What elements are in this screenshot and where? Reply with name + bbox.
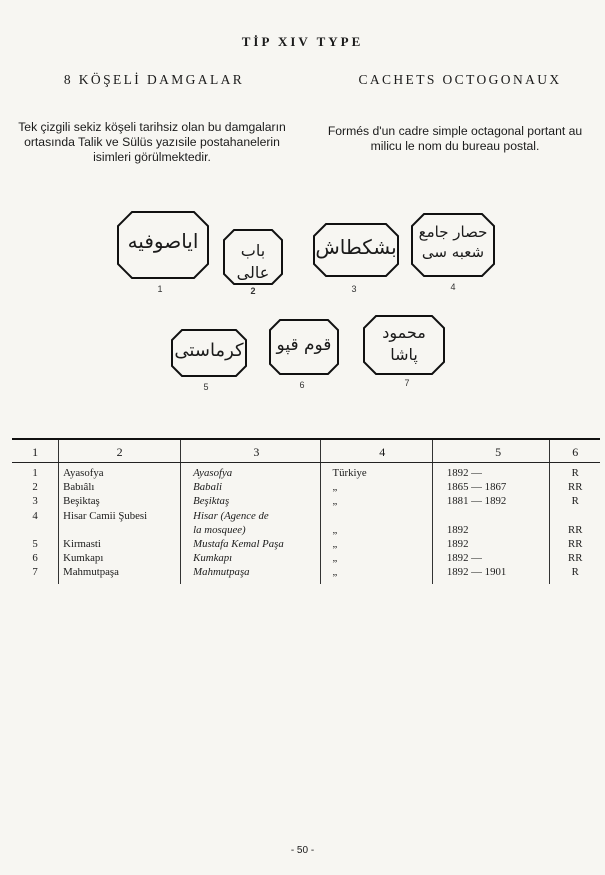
office-name-french: Mahmutpaşa	[181, 565, 320, 583]
table-row	[12, 565, 600, 583]
table-row	[12, 523, 600, 537]
post-office-table	[12, 438, 600, 584]
rarity: R	[550, 463, 600, 481]
column-header: 5	[432, 439, 550, 463]
rarity: RR	[550, 523, 600, 537]
page-number: - 50 -	[290, 845, 315, 856]
office-name-turkish: Beşiktaş	[59, 494, 181, 508]
stamp-6-script: قوم قپو	[276, 335, 332, 355]
country: „	[320, 551, 432, 565]
stamp-3-script: بشکطاش	[315, 235, 397, 259]
row-number	[12, 523, 59, 537]
stamp-2-label: 2	[250, 286, 256, 296]
stamp-4-script: حصار جامع شعبه سی	[418, 223, 488, 261]
country	[320, 509, 432, 523]
years-of-use: 1865 — 1867	[432, 480, 550, 494]
office-name-turkish: Mahmutpaşa	[59, 565, 181, 583]
french-heading: CACHETS OCTOGONAUX	[358, 72, 562, 87]
years-of-use: 1892 —	[432, 551, 550, 565]
stamp-7-script: محمود پاشا	[382, 323, 426, 364]
stamp-5-script: کرماستی	[174, 340, 244, 361]
column-header: 4	[320, 439, 432, 463]
rarity: RR	[550, 537, 600, 551]
stamp-5-label: 5	[203, 382, 209, 392]
stamp-4-label: 4	[450, 282, 456, 292]
office-name-french: Kumkapı	[181, 551, 320, 565]
years-of-use: 1892 — 1901	[432, 565, 550, 583]
office-name-french: Babali	[181, 480, 320, 494]
turkish-heading: 8 KÖŞELİ DAMGALAR	[63, 72, 245, 87]
years-of-use	[432, 509, 550, 523]
stamp-1-script: ایاصوفیه	[127, 229, 199, 253]
years-of-use: 1892	[432, 523, 550, 537]
row-number: 6	[32, 552, 38, 565]
column-header: 6	[550, 439, 600, 463]
column-header: 2	[59, 439, 181, 463]
office-name-french: Ayasofya	[181, 463, 320, 481]
office-name-french: Hisar (Agence de	[181, 509, 320, 523]
stamp-2-script: باب عالی	[236, 241, 270, 282]
country: „	[320, 565, 432, 583]
country: Türkiye	[320, 463, 432, 481]
rarity: R	[550, 494, 600, 508]
row-number: 3	[32, 495, 38, 508]
stamp-7-label: 7	[404, 378, 410, 388]
country: „	[320, 537, 432, 551]
table-row	[12, 537, 600, 551]
stamp-3-label: 3	[351, 284, 357, 294]
table-row	[12, 551, 600, 565]
country: „	[320, 480, 432, 494]
turkish-description: Tek çizgili sekiz köşeli tarihsiz olan bu damgaların ortasında Talik ve Sülüs yazısile postahanelerin isimleri görülmektedir.	[18, 120, 286, 164]
years-of-use: 1892	[432, 537, 550, 551]
office-name-turkish: Hisar Camii Şubesi	[59, 509, 181, 523]
office-name-french: la mosquee)	[181, 523, 320, 537]
country: „	[320, 523, 432, 537]
table-row	[12, 494, 600, 508]
table-header-row	[12, 439, 600, 463]
office-name-french: Mustafa Kemal Paşa	[181, 537, 320, 551]
office-name-french: Beşiktaş	[181, 494, 320, 508]
french-description: Formés d'un cadre simple octagonal portant au milicu le nom du bureau postal.	[327, 124, 583, 153]
row-number: 2	[32, 481, 38, 494]
stamp-1-label: 1	[157, 284, 163, 294]
column-header: 1	[12, 439, 59, 463]
rarity	[550, 509, 600, 523]
row-number: 4	[32, 509, 38, 522]
rarity: R	[550, 565, 600, 583]
rarity: RR	[550, 551, 600, 565]
table-row	[12, 463, 600, 481]
table-row	[12, 480, 600, 494]
years-of-use: 1892 —	[432, 463, 550, 481]
office-name-turkish: Babıâlı	[59, 480, 181, 494]
column-header: 3	[181, 439, 320, 463]
table-row	[12, 509, 600, 523]
country: „	[320, 494, 432, 508]
years-of-use: 1881 — 1892	[432, 494, 550, 508]
office-name-turkish: Kumkapı	[59, 551, 181, 565]
office-name-turkish	[59, 523, 181, 537]
rarity: RR	[550, 480, 600, 494]
row-number: 7	[32, 566, 38, 579]
office-name-turkish: Ayasofya	[59, 463, 181, 481]
type-title: TİP XIV TYPE	[241, 34, 364, 49]
row-number: 1	[32, 467, 38, 479]
stamp-6-label: 6	[299, 380, 305, 390]
office-name-turkish: Kirmasti	[59, 537, 181, 551]
row-number: 5	[32, 538, 38, 551]
